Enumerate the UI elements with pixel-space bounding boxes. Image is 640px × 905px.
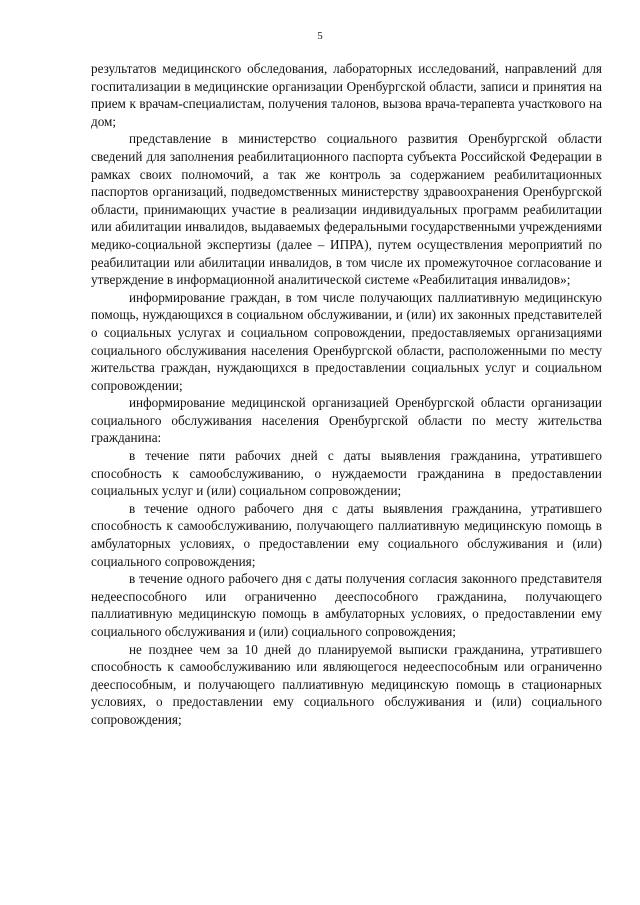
paragraph-6: в течение одного рабочего дня с даты выявления гражданина, утратившего способность к самообслуживанию, получающего паллиативную медицинскую помощь в амбулаторных условиях, о предоставлении ему социального обслуживания и (или) социального сопровождения; — [91, 500, 602, 569]
paragraph-7: в течение одного рабочего дня с даты получения согласия законного представителя недееспособного или ограниченно дееспособного гражданина, получающего паллиативную медицинскую помощь в амбулаторных условиях, о предоставлении ему социального обслуживания и (или) социального сопровождения; — [91, 571, 602, 639]
paragraph-2: представление в министерство социального развития Оренбургской области сведений для заполнения реабилитационного паспорта субъекта Российской Федерации в рамках своих полномочий, а так же контроль за содержанием реабилитационных паспортов организаций, подведомственных министерству здравоохранения Оренбургской области, принимающих участие в реализации индивидуальных программ реабилитации или абилитации инвалидов, выдаваемых федеральными государственными учреждениями медико-социальной экспертизы (далее – ИПРА), путем осуществления мероприятий по реабилитации или абилитации инвалидов, в том числе их промежуточное согласование и утверждение в информационной аналитической системе «Реабилитация инвалидов»; — [91, 131, 602, 288]
paragraph-5: в течение пяти рабочих дней с даты выявления гражданина, утратившего способность к самообслуживанию, о нуждаемости гражданина в предоставлении социальных услуг и (или) социальном сопровождении; — [91, 448, 602, 499]
page-number: 5 — [317, 30, 323, 42]
paragraph-3: информирование граждан, в том числе получающих паллиативную медицинскую помощь, нуждающихся в социальном обслуживании, и (или) их законных представителей о социальных услугах и социальном сопровождении, предоставляемых организациями социального обслуживания населения Оренбургской области, расположенными по месту жительства граждан, нуждающихся в предоставлении социальных услуг и социальном сопровождении; — [91, 289, 602, 393]
paragraph-8: не позднее чем за 10 дней до планируемой выписки гражданина, утратившего способность к самообслуживанию или являющегося недееспособным или ограниченно дееспособным, и получающего паллиативную медицинскую помощь в стационарных условиях, о предоставлении ему социального обслуживания и (или) социального сопровождения; — [91, 641, 602, 727]
paragraph-4: информирование медицинской организацией Оренбургской области организации социального обслуживания населения Оренбургской области по месту жительства гражданина: — [91, 395, 602, 446]
paragraph-1: результатов медицинского обследования, лабораторных исследований, направлений для госпитализации в медицинские организации Оренбургской области, записи и принятия на прием к врачам-специалистам, получения талонов, вызова врача-терапевта участкового на дом; — [91, 61, 602, 129]
document-body — [91, 60, 602, 729]
